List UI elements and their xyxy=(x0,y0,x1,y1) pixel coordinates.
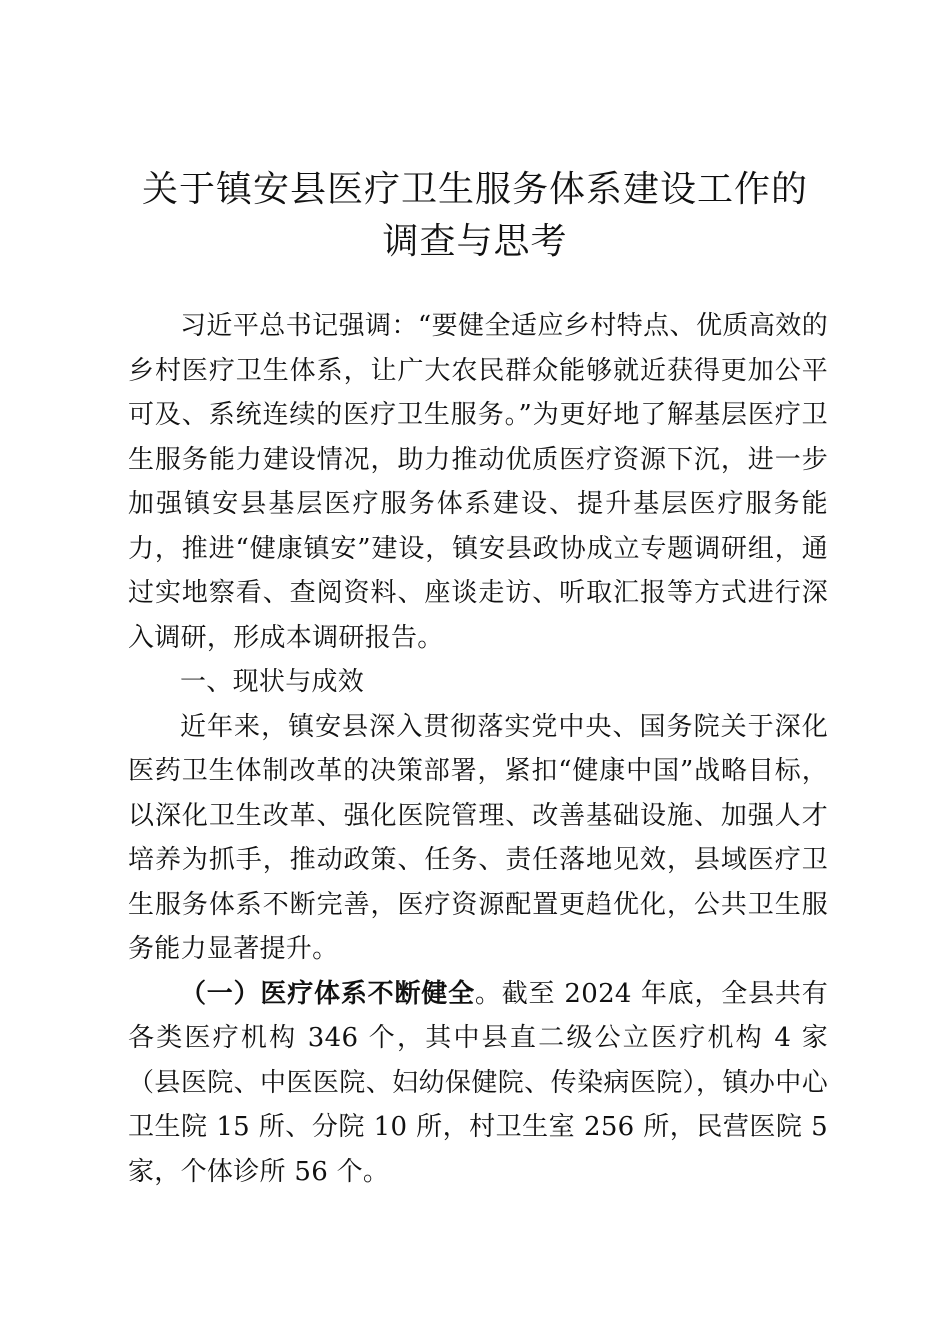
subsection-heading-medical-system: （一）医疗体系不断健全 xyxy=(180,978,475,1009)
section-heading-status: 一、现状与成效 xyxy=(180,667,365,697)
document-body xyxy=(128,304,828,1194)
intro-paragraph: 习近平总书记强调：“要健全适应乡村特点、优质高效的乡村医疗卫生体系，让广大农民群众能够就近获得更加公平可及、系统连续的医疗卫生服务。”为更好地了解基层医疗卫生服务能力建设情况，助力推动优质医疗资源下沉，进一步加强镇安县基层医疗服务体系建设、提升基层医疗服务能力，推进“健康镇安”建设，镇安县政协成立专题调研组，通过实地察看、查阅资料、座谈走访、听取汇报等方式进行深入调研，形成本调研报告。 xyxy=(128,311,828,653)
medical-system-text: 。截至 2024 年底，全县共有各类医疗机构 346 个，其中县直二级公立医疗机构 4 家（县医院、中医医院、妇幼保健院、传染病医院），镇办中心卫生院 15 所、分院 10 所，村卫生室 256 所，民营医院 5 家，个体诊所 56 个。 xyxy=(128,978,828,1187)
document-title-line-2: 调查与思考 xyxy=(382,221,568,262)
medical-system-paragraph xyxy=(128,972,828,1195)
document-title-line-1: 关于镇安县医疗卫生服务体系建设工作的 xyxy=(141,169,808,210)
status-paragraph: 近年来，镇安县深入贯彻落实党中央、国务院关于深化医药卫生体制改革的决策部署，紧扣“健康中国”战略目标，以深化卫生改革、强化医院管理、改善基础设施、加强人才培养为抓手，推动政策、任务、责任落地见效，县域医疗卫生服务体系不断完善，医疗资源配置更趋优化，公共卫生服务能力显著提升。 xyxy=(128,711,828,964)
